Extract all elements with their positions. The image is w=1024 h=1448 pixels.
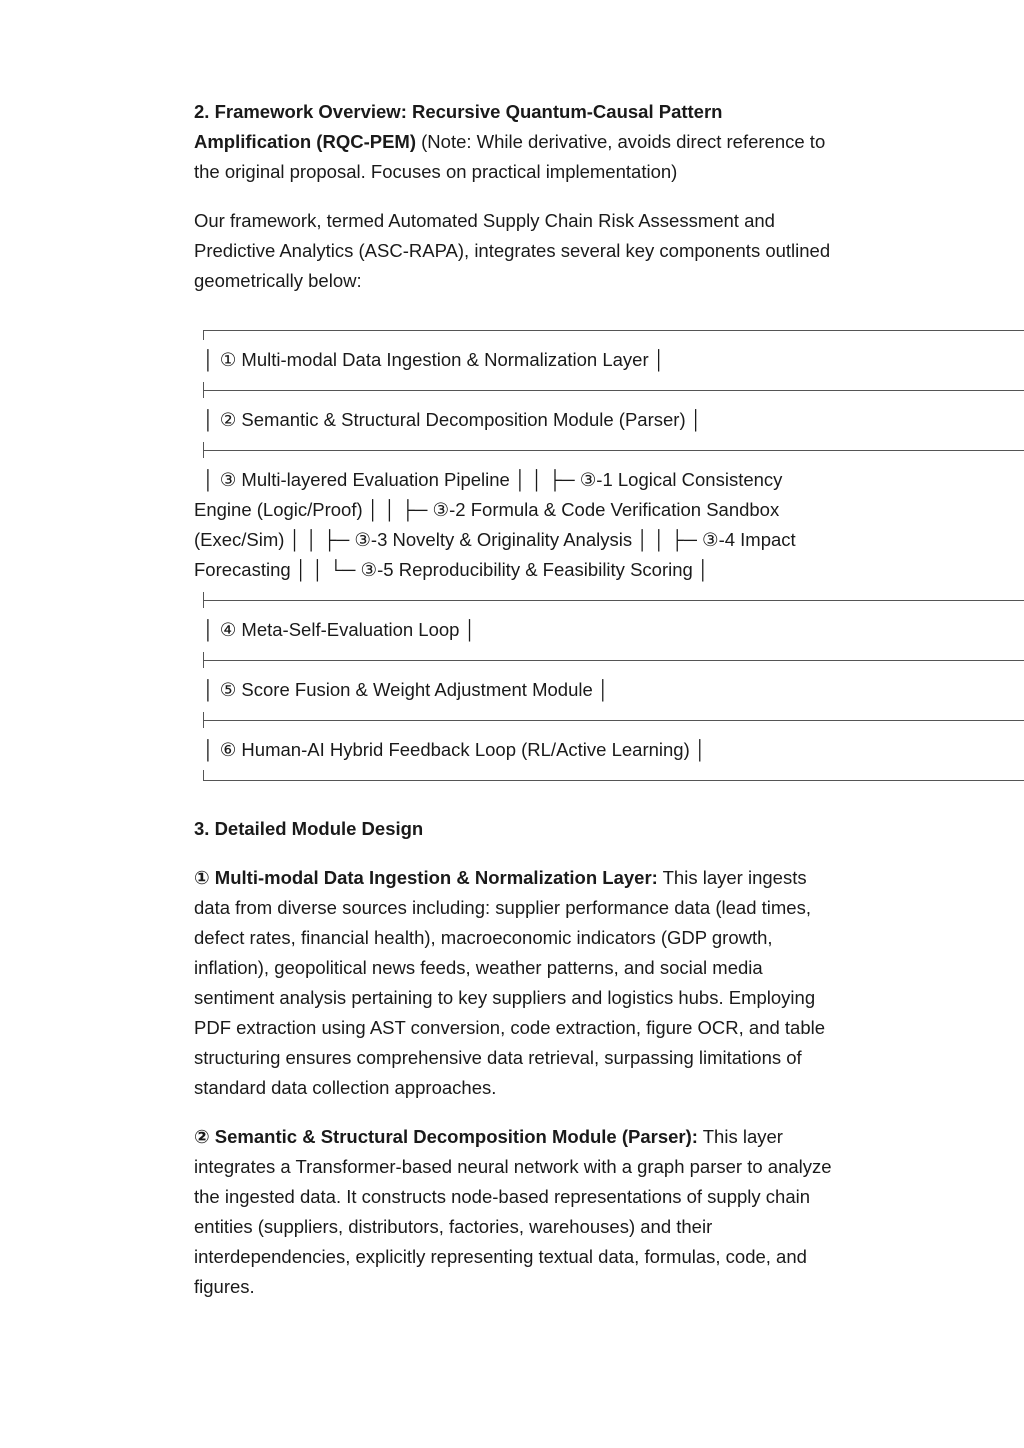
- section-2-note: (Note: While derivative, avoids direct reference to the original proposal. Focuses on practical implementation): [194, 131, 826, 182]
- box-row-1: │ ① Multi-modal Data Ingestion & Normalization Layer │: [203, 349, 666, 370]
- box-top-border: [194, 315, 1024, 345]
- box-bottom-border: [194, 765, 1024, 795]
- document-page: [194, 97, 834, 1321]
- box-divider: [194, 435, 1024, 465]
- box-row-4: │ ④ Meta-Self-Evaluation Loop │: [203, 619, 477, 640]
- box-divider: [194, 375, 1024, 405]
- module-1-paragraph: [194, 863, 834, 1103]
- module-1-body: This layer ingests data from diverse sources including: supplier performance data (lead times, defect rates, financial health), macroeconomic indicators (GDP growth, inflation), geopolitical news feeds, weather patterns, and social media sentiment analysis pertaining to key suppliers and logistics hubs. Employing PDF extraction using AST conversion, code extraction, figure OCR, and table structuring ensures comprehensive data retrieval, surpassing limitations of standard data collection approaches.: [194, 867, 826, 1098]
- box-divider: [194, 645, 1024, 675]
- module-2-title: ② Semantic & Structural Decomposition Module (Parser):: [194, 1126, 698, 1147]
- module-2-paragraph: [194, 1122, 834, 1302]
- section-3-heading: 3. Detailed Module Design: [194, 818, 424, 839]
- section-2-title: 2. Framework Overview: Recursive Quantum-Causal Pattern Amplification (RQC-PEM): [194, 101, 723, 152]
- section-2-heading: [194, 97, 834, 187]
- box-row-6: │ ⑥ Human-AI Hybrid Feedback Loop (RL/Active Learning) │: [203, 739, 707, 760]
- module-1-title: ① Multi-modal Data Ingestion & Normalization Layer:: [194, 867, 658, 888]
- framework-diagram: [194, 315, 1024, 795]
- box-row-2: │ ② Semantic & Structural Decomposition Module (Parser) │: [203, 409, 703, 430]
- box-row-5: │ ⑤ Score Fusion & Weight Adjustment Module │: [203, 679, 610, 700]
- box-row-3: │ ③ Multi-layered Evaluation Pipeline │ │ ├─ ③-1 Logical Consistency Engine (Logic/Proof) │ │ ├─ ③-2 Formula & Code Verification Sandbox (Exec/Sim) │ │ ├─ ③-3 Novelty & Originality Analysis │ │ ├─ ③-4 Impact Forecasting │ │ └─ ③-5 Reproducibility & Feasibility Scoring │: [194, 469, 796, 580]
- box-divider: [194, 705, 1024, 735]
- module-2-body: This layer integrates a Transformer-based neural network with a graph parser to analyze the ingested data. It constructs node-based representations of supply chain entities (suppliers, distributors, factories, warehouses) and their interdependencies, explicitly representing textual data, formulas, code, and figures.: [194, 1126, 832, 1297]
- box-divider: [194, 585, 1024, 615]
- section-2-intro: Our framework, termed Automated Supply Chain Risk Assessment and Predictive Analytics (ASC-RAPA), integrates several key components outlined geometrically below:: [194, 210, 831, 291]
